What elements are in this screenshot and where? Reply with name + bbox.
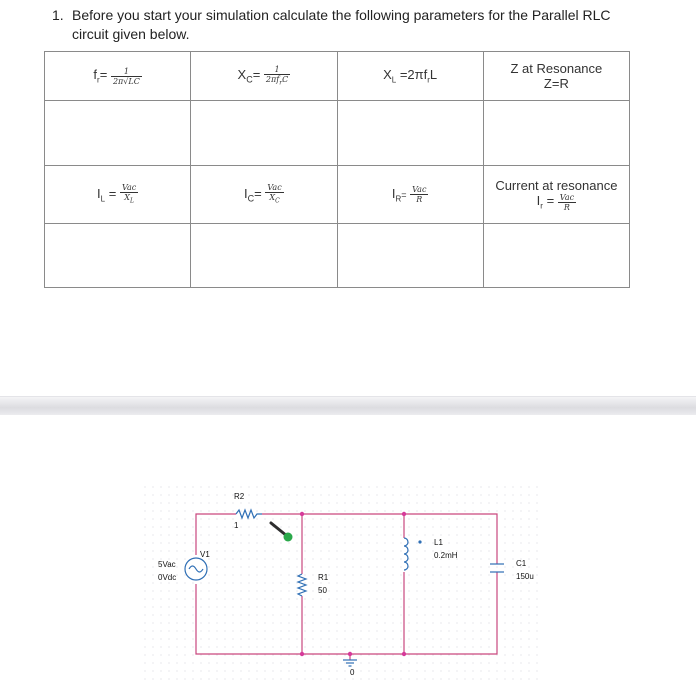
- ir-numerator: Vac: [412, 185, 427, 194]
- node-l1-top: [402, 512, 406, 516]
- ic-denominator: [265, 193, 283, 206]
- xl-formula-tail: L: [429, 67, 438, 83]
- il-denominator: [120, 193, 138, 206]
- l1-value: 0.2mH: [434, 551, 458, 560]
- answer-cell-xl[interactable]: [337, 101, 483, 166]
- l1-name: L1: [434, 538, 443, 547]
- current-line-1: Current at resonance: [495, 177, 618, 193]
- node-r1-bottom: [300, 652, 304, 656]
- answer-row-2: [45, 224, 630, 288]
- node-ground: [348, 652, 352, 656]
- header-resonant-frequency: [45, 52, 191, 101]
- v1-name: V1: [200, 550, 210, 559]
- il-sub: L: [100, 194, 106, 204]
- ic-eq: =: [254, 185, 262, 201]
- answer-cell-z[interactable]: [483, 101, 629, 166]
- cur-eq: =: [542, 193, 555, 209]
- xc-sub: C: [246, 74, 253, 85]
- fr-denominator: 2π√LC: [112, 76, 140, 86]
- header-resistor-current: [337, 166, 483, 224]
- header-capacitor-current: [191, 166, 337, 224]
- cur-numerator: Vac: [559, 192, 575, 202]
- cur-sub: r: [540, 201, 543, 211]
- voltage-probe-tip: [284, 533, 293, 542]
- xc-label: X: [237, 67, 247, 83]
- ic-numerator: Vac: [267, 183, 282, 193]
- answer-cell-xc[interactable]: [191, 101, 337, 166]
- ir-sub: R: [395, 194, 402, 204]
- z-line-1: Z at Resonance: [510, 61, 603, 76]
- z-line-2: Z=R: [543, 76, 569, 91]
- header-capacitive-reactance: [191, 52, 337, 101]
- fr-label: f: [93, 67, 98, 83]
- answer-cell-il[interactable]: [45, 224, 191, 288]
- r2-value: 1: [234, 521, 239, 530]
- ir-eq: =: [401, 189, 407, 200]
- question-text: [52, 6, 652, 44]
- r1-value: 50: [318, 586, 327, 595]
- header-inductor-current: [45, 166, 191, 224]
- ic-den-main: X: [269, 193, 276, 203]
- ground-label: 0: [350, 668, 355, 677]
- il-den-sub: L: [129, 197, 134, 205]
- r2-name: R2: [234, 492, 245, 501]
- node-l1-bottom: [402, 652, 406, 656]
- xl-formula: =2πf: [396, 67, 428, 83]
- xl-label: X: [383, 67, 392, 83]
- fr-eq: =: [99, 67, 108, 83]
- ic-sub: C: [247, 193, 255, 204]
- circuit-schematic: [0, 414, 696, 691]
- question-line-1: Before you start your simulation calculate the following parameters for the Parallel RLC: [72, 7, 611, 23]
- xl-formula-sub: r: [427, 75, 430, 85]
- ic-den-sub: C: [275, 197, 280, 205]
- fr-numerator: 1: [111, 67, 142, 77]
- question-line-2: circuit given below.: [72, 26, 190, 42]
- il-den-main: X: [124, 193, 130, 203]
- xc-eq: =: [252, 67, 261, 83]
- parameters-table: [44, 51, 630, 288]
- il-label: I: [97, 185, 101, 201]
- header-inductive-reactance: [337, 52, 483, 101]
- xc-fraction: [264, 65, 290, 88]
- ic-label: I: [244, 185, 248, 201]
- inductor-dot-icon: [418, 540, 421, 543]
- xc-numerator: 1: [264, 65, 290, 75]
- fr-fraction: [111, 67, 142, 86]
- fr-sub: r: [97, 75, 100, 85]
- xc-denominator: [264, 75, 290, 88]
- c1-value: 150u: [516, 572, 534, 581]
- header-impedance: [483, 52, 629, 101]
- node-r1-top: [300, 512, 304, 516]
- v1-ac: 5Vac: [158, 560, 176, 569]
- cur-denominator: R: [563, 202, 570, 212]
- c1-name: C1: [516, 559, 527, 568]
- xl-sub: L: [391, 75, 397, 85]
- cur-label: I: [536, 193, 541, 209]
- answer-cell-ic[interactable]: [191, 224, 337, 288]
- current-fraction: [558, 193, 576, 212]
- answer-row-1: [45, 101, 630, 166]
- ir-label: I: [391, 185, 396, 201]
- il-eq: =: [108, 185, 117, 201]
- xc-den-tail: C: [282, 74, 289, 84]
- ic-fraction: [265, 183, 283, 206]
- answer-cell-fr[interactable]: [45, 101, 191, 166]
- header-row-1: [45, 52, 630, 101]
- ir-fraction: [410, 185, 428, 204]
- xc-den-sub: r: [279, 79, 283, 87]
- xc-den-main: 2πf: [265, 74, 280, 84]
- header-resonance-current: [483, 166, 629, 224]
- il-numerator: Vac: [121, 183, 137, 193]
- r1-name: R1: [318, 573, 329, 582]
- il-fraction: [120, 183, 138, 206]
- question-number: 1.: [52, 7, 64, 23]
- header-row-2: [45, 166, 630, 224]
- answer-cell-current[interactable]: [483, 224, 629, 288]
- ir-denominator: R: [416, 195, 423, 204]
- answer-cell-ir[interactable]: [337, 224, 483, 288]
- page-divider: [0, 396, 696, 415]
- v1-dc: 0Vdc: [158, 573, 177, 582]
